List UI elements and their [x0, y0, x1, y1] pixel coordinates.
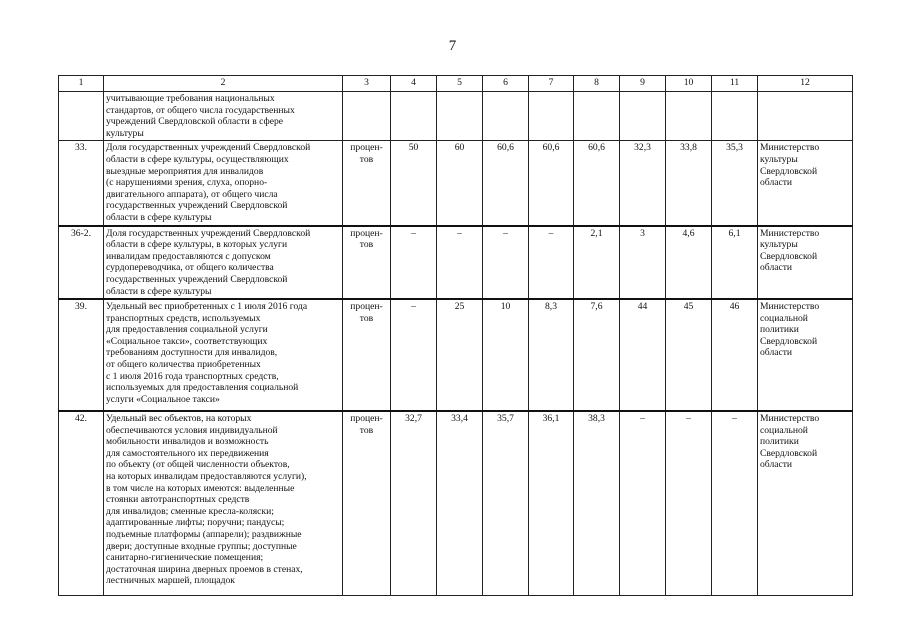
- value-cell: 25: [437, 299, 483, 411]
- column-header: 10: [666, 76, 712, 92]
- value-cell: 45: [666, 299, 712, 411]
- value-cell: [391, 92, 437, 141]
- table-row: [59, 226, 853, 300]
- column-header: 12: [758, 76, 853, 92]
- column-header: 4: [391, 76, 437, 92]
- unit-cell: процен- тов: [343, 141, 391, 226]
- value-cell: 46: [712, 299, 758, 411]
- value-cell: –: [391, 226, 437, 300]
- row-number: 39.: [59, 299, 104, 411]
- responsible-cell: Министерство культуры Свердловской области: [758, 226, 853, 300]
- unit-cell: процен- тов: [343, 411, 391, 595]
- table-row: [59, 299, 853, 411]
- unit-cell: процен- тов: [343, 226, 391, 300]
- responsible-cell: Министерство культуры Свердловской области: [758, 141, 853, 226]
- value-cell: [666, 92, 712, 141]
- value-cell: [437, 92, 483, 141]
- value-cell: 8,3: [529, 299, 574, 411]
- column-header: 11: [712, 76, 758, 92]
- unit-cell: процен- тов: [343, 299, 391, 411]
- value-cell: 36,1: [529, 411, 574, 595]
- value-cell: 7,6: [574, 299, 620, 411]
- indicator-description: Удельный вес объектов, на которых обеспечиваются условия индивидуальной мобильности инвалидов и возможность для самостоятельного их передвижения по объекту (от общей численности объектов, на которых инвалидам предоставляются услуги), в том числе на которых имеются: выделенные стоянки автотранспортных средств для инвалидов; сменные кресла-коляски; адаптированные лифты; поручни; пандусы; подъемные платформы (аппарели); раздвижные двери; доступные входные группы; доступные санитарно-гигиенические помещения; достаточная ширина дверных проемов в стенах, лестничных маршей, площадок: [104, 411, 343, 595]
- row-number: 42.: [59, 411, 104, 595]
- table-header-row: [59, 76, 853, 92]
- value-cell: [574, 92, 620, 141]
- unit-cell: [343, 92, 391, 141]
- column-header: 8: [574, 76, 620, 92]
- column-header: 1: [59, 76, 104, 92]
- indicators-table: [58, 75, 853, 596]
- responsible-cell: Министерство социальной политики Свердловской области: [758, 411, 853, 595]
- value-cell: 2,1: [574, 226, 620, 300]
- value-cell: 32,3: [620, 141, 666, 226]
- value-cell: 60,6: [574, 141, 620, 226]
- indicator-description: Доля государственных учреждений Свердловской области в сфере культуры, осуществляющих выездные мероприятия для инвалидов (с нарушениями зрения, слуха, опорно- двигательного аппарата), от общего числа государственных учреждений Свердловской области в сфере культуры: [104, 141, 343, 226]
- value-cell: 60,6: [529, 141, 574, 226]
- value-cell: 33,4: [437, 411, 483, 595]
- page-number: 7: [448, 38, 457, 54]
- table-row: [59, 411, 853, 595]
- value-cell: 3: [620, 226, 666, 300]
- responsible-cell: [758, 92, 853, 141]
- value-cell: –: [437, 226, 483, 300]
- responsible-cell: Министерство социальной политики Свердловской области: [758, 299, 853, 411]
- column-header: 9: [620, 76, 666, 92]
- indicator-description: учитывающие требования национальных стандартов, от общего числа государственных учреждений Свердловской области в сфере культуры: [104, 92, 343, 141]
- value-cell: 6,1: [712, 226, 758, 300]
- row-number: [59, 92, 104, 141]
- value-cell: 10: [483, 299, 529, 411]
- value-cell: –: [529, 226, 574, 300]
- value-cell: 50: [391, 141, 437, 226]
- column-header: 5: [437, 76, 483, 92]
- column-header: 6: [483, 76, 529, 92]
- value-cell: [620, 92, 666, 141]
- value-cell: –: [483, 226, 529, 300]
- value-cell: 33,8: [666, 141, 712, 226]
- value-cell: [712, 92, 758, 141]
- value-cell: 35,7: [483, 411, 529, 595]
- value-cell: 32,7: [391, 411, 437, 595]
- column-header: 7: [529, 76, 574, 92]
- indicator-description: Удельный вес приобретенных с 1 июля 2016 года транспортных средств, используемых для предоставления социальной услуги «Социальное такси», соответствующих требованиям доступности для инвалидов, от общего количества приобретенных с 1 июля 2016 года транспортных средств, используемых для предоставления социальной услуги «Социальное такси»: [104, 299, 343, 411]
- row-number: 36-2.: [59, 226, 104, 300]
- value-cell: –: [391, 299, 437, 411]
- value-cell: [483, 92, 529, 141]
- column-header: 2: [104, 76, 343, 92]
- value-cell: 44: [620, 299, 666, 411]
- row-number: 33.: [59, 141, 104, 226]
- indicator-description: Доля государственных учреждений Свердловской области в сфере культуры, в которых услуги инвалидам предоставляются с допуском сурдопереводчика, от общего количества государственных учреждений Свердловской области в сфере культуры: [104, 226, 343, 300]
- value-cell: 38,3: [574, 411, 620, 595]
- value-cell: –: [666, 411, 712, 595]
- value-cell: 35,3: [712, 141, 758, 226]
- value-cell: [529, 92, 574, 141]
- table-row: [59, 141, 853, 226]
- column-header: 3: [343, 76, 391, 92]
- table-row: [59, 92, 853, 141]
- value-cell: 60: [437, 141, 483, 226]
- value-cell: –: [620, 411, 666, 595]
- value-cell: 4,6: [666, 226, 712, 300]
- value-cell: –: [712, 411, 758, 595]
- value-cell: 60,6: [483, 141, 529, 226]
